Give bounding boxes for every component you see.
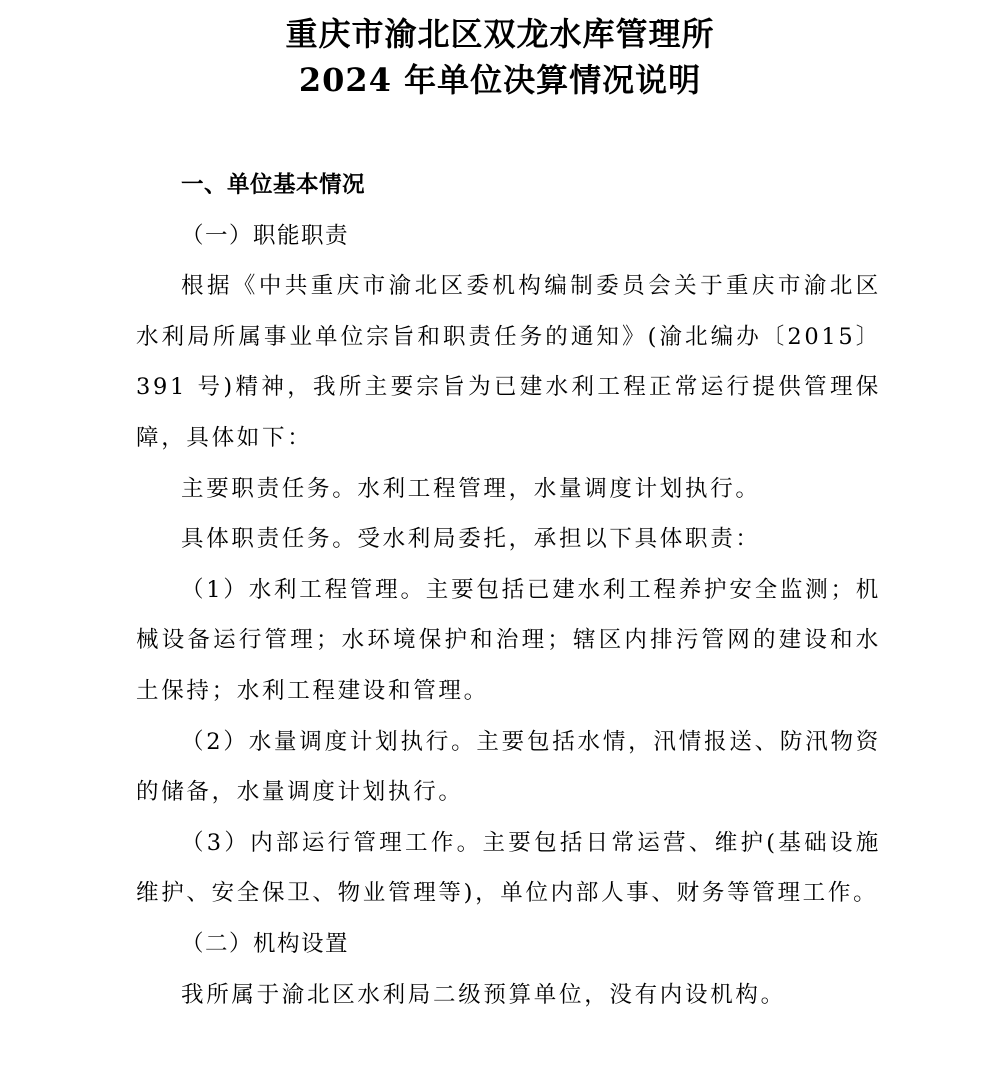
- subsection-heading-duties: （一）职能职责: [181, 222, 350, 249]
- document-title-line2: 2024 年单位决算情况说明: [298, 61, 702, 99]
- paragraph-structure: 我所属于渝北区水利局二级预算单位，没有内设机构。: [181, 981, 786, 1008]
- duty-item-2: （2）水量调度计划执行。主要包括水情，汛情报送、防汛物资的储备，水量调度计划执行。: [136, 728, 881, 806]
- section-heading-basic-info: 一、单位基本情况: [181, 172, 366, 198]
- paragraph-main-duties: 主要职责任务。水利工程管理，水量调度计划执行。: [181, 475, 761, 502]
- document-body: [136, 160, 881, 1020]
- subsection-heading-structure: （二）机构设置: [181, 930, 350, 957]
- paragraph-basis: 根据《中共重庆市渝北区委机构编制委员会关于重庆市渝北区水利局所属事业单位宗旨和职责任务的通知》(渝北编办〔2015〕391 号)精神，我所主要宗旨为已建水利工程正常运行提供管理保障，具体如下：: [136, 273, 881, 451]
- paragraph-specific-duties: 具体职责任务。受水利局委托，承担以下具体职责：: [181, 526, 761, 553]
- duty-item-1: （1）水利工程管理。主要包括已建水利工程养护安全监测；机械设备运行管理；水环境保护和治理；辖区内排污管网的建设和水土保持；水利工程建设和管理。: [136, 576, 881, 704]
- duty-item-3: （3）内部运行管理工作。主要包括日常运营、维护(基础设施维护、安全保卫、物业管理等)，单位内部人事、财务等管理工作。: [136, 829, 881, 907]
- document-title-line1: 重庆市渝北区双龙水库管理所: [285, 15, 715, 53]
